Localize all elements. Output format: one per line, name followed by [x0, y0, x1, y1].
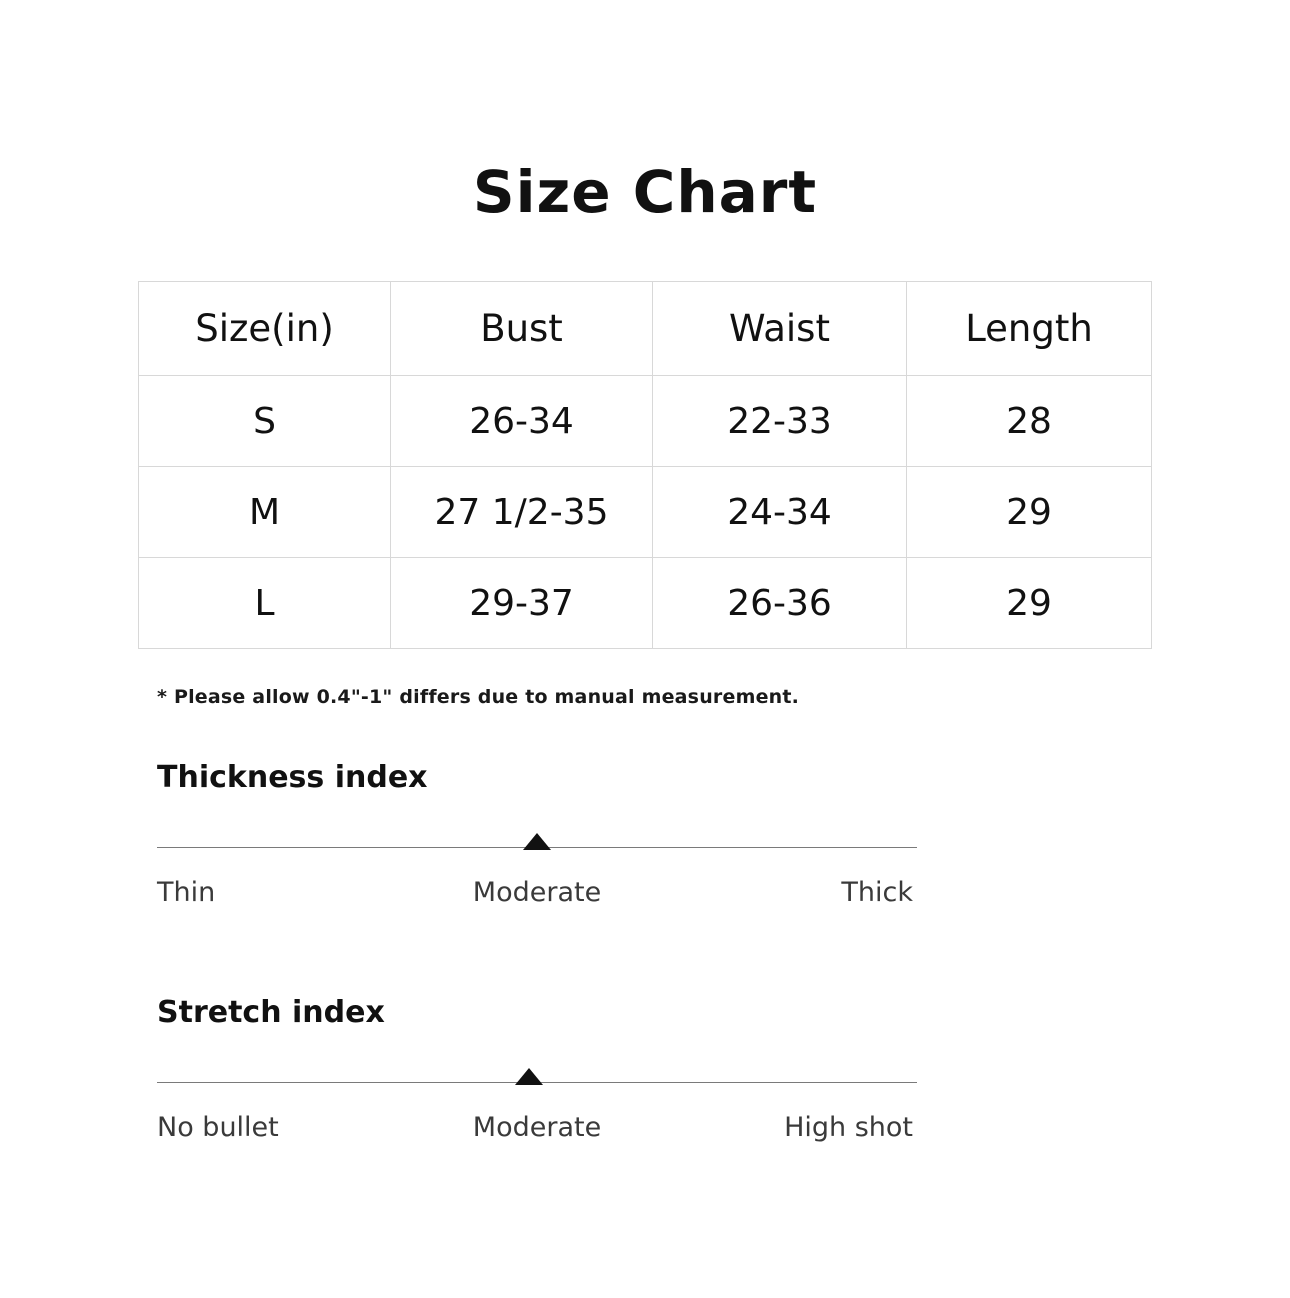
table-row — [139, 467, 1152, 558]
page-title: Size Chart — [472, 158, 818, 226]
stretch-index-block — [157, 995, 917, 1152]
measurement-note: * Please allow 0.4"-1" differs due to manual measurement. — [157, 686, 800, 708]
cell-bust: 29-37 — [391, 558, 653, 649]
cell-waist: 26-36 — [653, 558, 907, 649]
thickness-scale-marker-icon — [523, 833, 551, 850]
cell-size: L — [139, 558, 391, 649]
table-row — [139, 558, 1152, 649]
thickness-label-high: Thick — [841, 877, 913, 908]
stretch-scale-labels — [157, 1112, 917, 1152]
stretch-label-low: No bullet — [157, 1112, 279, 1143]
thickness-scale-labels — [157, 877, 917, 917]
table-header-row — [139, 282, 1152, 376]
stretch-index-heading: Stretch index — [157, 995, 385, 1030]
stretch-label-high: High shot — [784, 1112, 913, 1143]
thickness-label-mid: Moderate — [472, 877, 602, 908]
thickness-scale — [157, 833, 917, 863]
thickness-label-low: Thin — [157, 877, 216, 908]
cell-length: 29 — [907, 558, 1152, 649]
thickness-index-block — [157, 760, 917, 917]
column-header-waist: Waist — [653, 282, 907, 376]
size-chart-table — [138, 281, 1152, 649]
stretch-scale — [157, 1068, 917, 1098]
stretch-label-mid: Moderate — [472, 1112, 602, 1143]
cell-bust: 27 1/2-35 — [391, 467, 653, 558]
column-header-length: Length — [907, 282, 1152, 376]
cell-waist: 22-33 — [653, 376, 907, 467]
cell-size: S — [139, 376, 391, 467]
cell-waist: 24-34 — [653, 467, 907, 558]
cell-length: 29 — [907, 467, 1152, 558]
thickness-index-heading: Thickness index — [157, 760, 428, 795]
stretch-scale-marker-icon — [515, 1068, 543, 1085]
cell-length: 28 — [907, 376, 1152, 467]
cell-bust: 26-34 — [391, 376, 653, 467]
cell-size: M — [139, 467, 391, 558]
column-header-bust: Bust — [391, 282, 653, 376]
column-header-size: Size(in) — [139, 282, 391, 376]
table-row — [139, 376, 1152, 467]
